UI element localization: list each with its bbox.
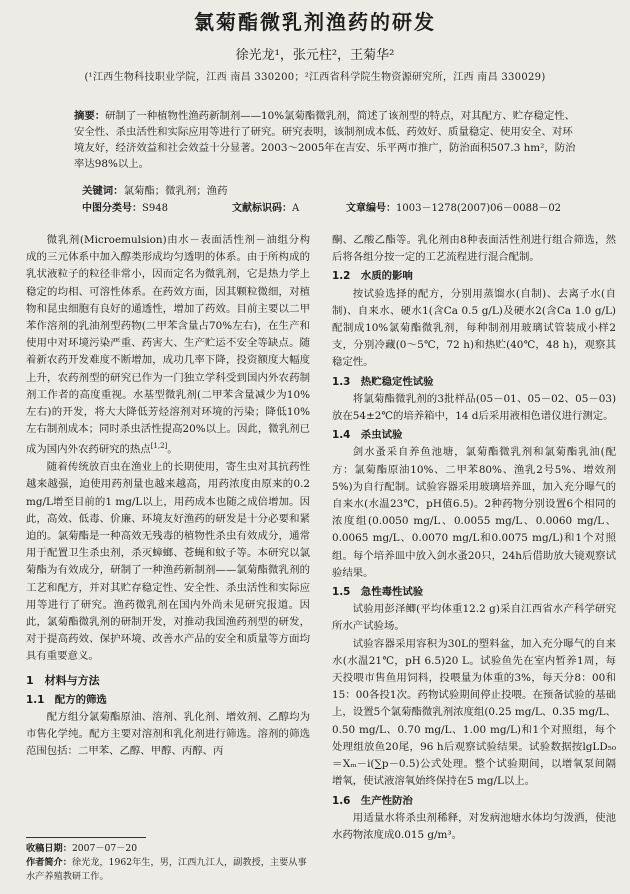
subsection-heading-1-3: 1.3 热贮稳定性试验 — [332, 375, 434, 388]
received-label: 收稿日期： — [26, 843, 72, 854]
keywords-label: 关键词： — [82, 185, 124, 197]
subsection-heading-1-5: 1.5 急性毒性试验 — [332, 586, 424, 599]
paragraph-1-1-continued: 酮、乙酸乙酯等。乳化剂由8种表面活性剂进行组合筛选，然后将各组分按一定的工艺流程进行混合配制。 — [332, 234, 616, 264]
footnote-divider — [26, 837, 146, 838]
clc-label: 中图分类号： — [82, 203, 142, 214]
doc-code-label: 文献标识码： — [232, 203, 292, 214]
paragraph-1-5a: 试验用彭泽鲫(平均体重12.2 g)采自江西省水产科学研究所水产试验场。 — [332, 603, 616, 633]
abstract-label: 摘要： — [74, 110, 106, 122]
article-no-value: 1003－1278(2007)06－0088－02 — [396, 203, 562, 214]
intro-paragraph-2: 随着传统放百虫在渔业上的长期使用，寄生虫对其抗药性越来越强，迫使用药剂量也越来越高，用药浓度由原来的0.2 mg/L增至目前的1 mg/L以上，用药成本也随之成倍增加。因此，高效、低毒、价廉、环境友好渔药的研发是十分必要和紧迫的。氯菊酯是一种高效无残毒的植物性杀虫有效成分，通常用于配置卫生杀虫剂，杀灭蟑螂、苍蝇和蚊子等。本研究以氯菊酯为有效成分，研制了一种渔药新制剂——氯菊酯微乳剂的工艺和配方，并对其贮存稳定性、安全性、杀虫活性和实际应用等进行了研究。渔药微乳剂在国内外尚未见研究报道。因此，氯菊酯微乳剂的研制开发，对推动我国渔药剂型的研发，对于提高药效、保护环境、改善水产品的安全和质量等方面均具有重要意义。 — [26, 461, 310, 663]
article-no-label: 文章编号： — [346, 203, 396, 214]
paragraph-1-3: 将氯菊酯微乳剂的3批样品(05－01、05－02、05－03)放在54±2℃的培养箱中，14 d后采用液相色谱仪进行测定。 — [332, 392, 616, 423]
abstract-text: 研制了一种植物性渔药新制剂——10%氯菊酯微乳剂，简述了该剂型的特点，对其配方、贮存稳定性、安全性、杀虫活性和实际应用等进行了研究。研究表明，该制剂成本低、药效好、质量稳定、使用安全、对环境友好，经济效益和社会效益十分显著。2003～2005年在吉安、乐平两市推广，防治面积507.3 hm²，防治率达98%以上。 — [74, 110, 576, 170]
author-bio-label: 作者简介： — [26, 857, 72, 868]
abstract — [74, 108, 576, 172]
subsection-heading-1-4: 1.4 杀虫试验 — [332, 429, 403, 442]
left-column — [26, 232, 310, 761]
received-date — [26, 842, 310, 856]
subsection-heading-1-1: 1.1 配方的筛选 — [26, 693, 107, 706]
keywords — [82, 182, 227, 197]
section-heading-1: 1 材料与方法 — [26, 673, 100, 687]
paper-title: 氯菊酯微乳剂渔药的研发 — [194, 10, 436, 34]
paragraph-1-4: 剑水蚤采自养鱼池塘，氯菊酯微乳剂和氯菊酯乳油(配方：氯菊酯原油10%、二甲苯80%、渔乳2号5%、增效剂5%)为自行配制。试验容器采用玻璃培养皿，加入充分曝气的自来水(水温23℃，pH值6.5)。2种药物分别设置6个相同的浓度组(0.0050 mg/L、0.0055 mg/L、0.0060 mg/L、0.0065 mg/L、0.0070 mg/L和0.0075 mg/L)和1个对照组。每个培养皿中放入剑水蚤20只，24h后借助放大镜观察试验结果。 — [332, 446, 616, 579]
intro-text-1: 微乳剂(Microemulsion)由水－表面活性剂－油组分构成的三元体系中加入醇类形成均匀透明的体系。由于所构成的乳状液粒子的粒径非常小，因而定名为微乳剂，它是热力学上稳定的均相、可溶性体系。在药效方面，因其颗粒微细，对植物和昆虫细胞有良好的通透性，增加了药效。目前主要以二甲苯作溶剂的乳油剂型药物(二甲苯含量占70%左右)，在生产和使用中对环境污染严重、药害大、生产贮运不安全等缺点。随着新农药开发难度不断增加，成功几率下降，投资额度大幅度上升，农药剂型的研究已作为一门独立学科受到国内外农药制剂工作者的高度重视。水基型微乳剂(二甲苯含量减少为10%左右)的开发，将大大降低芳烃溶剂对环境的污染；降低10%左右制剂成本；同时杀虫活性提高20%以上。因此，微乳剂已成为国内外农药研究的热点 — [26, 234, 310, 456]
author-list: 徐光龙¹，张元柱²，王菊华² — [235, 48, 395, 63]
author-bio — [26, 856, 310, 884]
received-value: 2007－07－20 — [71, 843, 138, 854]
paragraph-1-6: 用适量水将杀虫剂稀释，对发病池塘水体均匀泼洒，使池水药物浓度成0.015 g/m³。 — [332, 811, 616, 841]
paragraph-1-5b: 试验容器采用容积为30L的塑料盆，加入充分曝气的自来水(水温21℃，pH 6.5)20 L。试验鱼先在室内暂养1周，每天投喂市售鱼用饲料，投喂量为体重的3%，每天分8：00和15：00各投1次。药物试验期间停止投喂。在预备试验的基础上，设置5个氯菊酯微乳剂浓度组(0.25 mg/L、0.35 mg/L、0.50 mg/L、0.70 mg/L、1.00 mg/L)和1个对照组，每个处理组放鱼20尾，96 h后观察试验结果。试验数据按lgLD₅₀＝Xₘ－i(∑p－0.5)公式处理。整个试验期间，以增氧泵间隔增氧，使试液溶氧始终保持在5 mg/L以上。 — [332, 637, 616, 788]
doc-code-value: A — [292, 203, 300, 214]
subsection-heading-1-2: 1.2 水质的影响 — [332, 270, 413, 283]
paragraph-1-2: 按试验选择的配方，分别用蒸馏水(自制)、去离子水(自制)、自来水、硬水1(含Ca 0.5 g/L)及硬水2(含Ca 1.0 g/L)配制成10%氯菊酯微乳剂，每种制剂用玻璃试管装成小样2支，分别冷藏(0～5℃，72 h)和热贮(40℃，48 h)，观察其稳定性。 — [332, 287, 616, 369]
keywords-text: 氯菊酯；微乳剂；渔药 — [123, 185, 228, 197]
classification-line — [82, 199, 582, 214]
right-column — [332, 232, 616, 844]
intro-paragraph-1 — [26, 232, 310, 459]
clc-value: S948 — [142, 203, 168, 214]
footnote — [26, 842, 310, 884]
citation-ref: [1,2] — [150, 442, 168, 451]
paragraph-1-1: 配方组分氯菊酯原油、溶剂、乳化剂、增效剂、乙醇均为市售化学纯。配方主要对溶剂和乳化剂进行筛选。溶剂的筛选范围包括：二甲苯、乙醇、甲醇、丙醇、丙 — [26, 710, 310, 758]
subsection-heading-1-6: 1.6 生产性防治 — [332, 794, 413, 807]
affiliation: (¹江西生物科技职业学院，江西 南昌 330200；²江西省科学院生物资源研究所，江西 南昌 330029) — [84, 72, 546, 83]
author-bio-value: 徐光龙，1962年生，男，江西九江人，副教授，主要从事水产养殖教研工作。 — [26, 857, 307, 882]
intro-text-1-end: 。 — [167, 443, 178, 456]
